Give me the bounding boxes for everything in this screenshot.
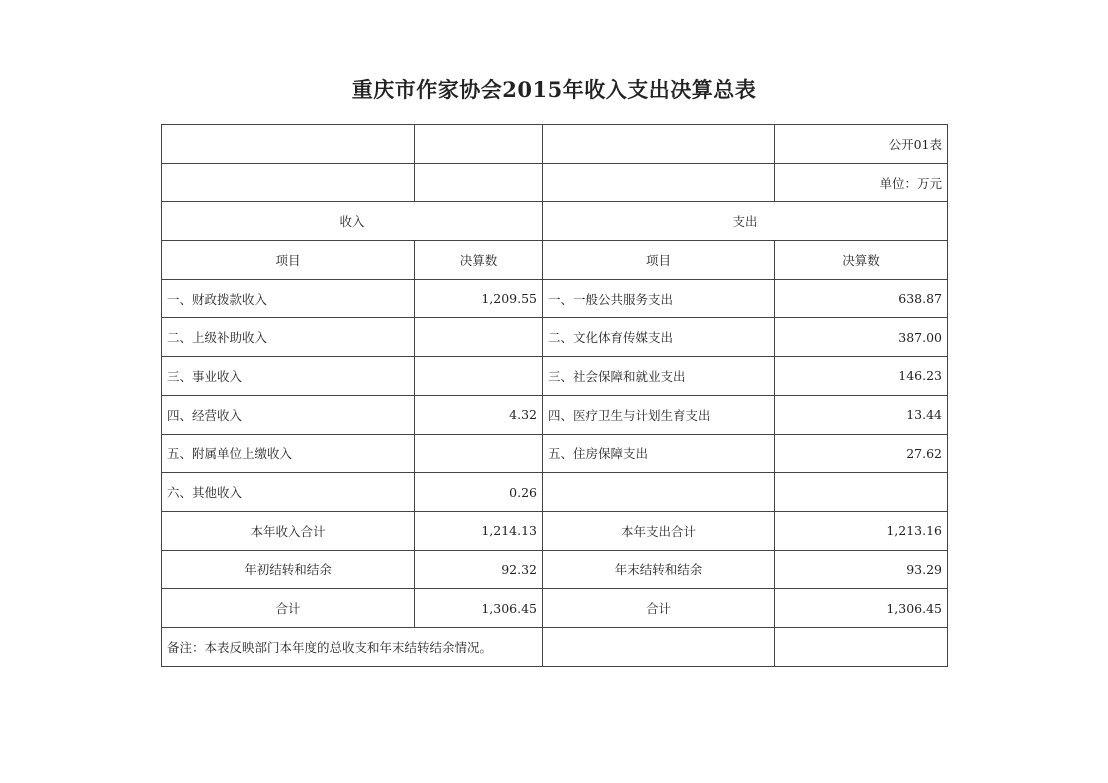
table-row bbox=[162, 473, 948, 512]
expense-amount: 387.00 bbox=[775, 318, 948, 357]
income-section-header: 收入 bbox=[162, 202, 543, 241]
income-item: 二、上级补助收入 bbox=[162, 318, 415, 357]
expense-total-amount: 1,306.45 bbox=[775, 589, 948, 628]
total-row bbox=[162, 550, 948, 589]
expense-item-header: 项目 bbox=[543, 241, 775, 280]
unit-row bbox=[162, 163, 948, 202]
income-amount-header: 决算数 bbox=[415, 241, 543, 280]
expense-total-label: 本年支出合计 bbox=[543, 511, 775, 550]
expense-total-amount: 1,213.16 bbox=[775, 511, 948, 550]
income-total-amount: 1,306.45 bbox=[415, 589, 543, 628]
income-total-amount: 1,214.13 bbox=[415, 511, 543, 550]
note-row bbox=[162, 627, 948, 666]
table-row bbox=[162, 357, 948, 396]
income-total-amount: 92.32 bbox=[415, 550, 543, 589]
form-code: 公开01表 bbox=[775, 125, 948, 164]
income-total-label: 合计 bbox=[162, 589, 415, 628]
income-amount bbox=[415, 318, 543, 357]
income-item: 一、财政拨款收入 bbox=[162, 279, 415, 318]
table-row bbox=[162, 434, 948, 473]
expense-item: 三、社会保障和就业支出 bbox=[543, 357, 775, 396]
income-item-header: 项目 bbox=[162, 241, 415, 280]
table-row bbox=[162, 318, 948, 357]
section-header-row bbox=[162, 202, 948, 241]
expense-amount-header: 决算数 bbox=[775, 241, 948, 280]
expense-amount: 638.87 bbox=[775, 279, 948, 318]
expense-item: 四、医疗卫生与计划生育支出 bbox=[543, 395, 775, 434]
table-row bbox=[162, 279, 948, 318]
expense-total-amount: 93.29 bbox=[775, 550, 948, 589]
income-item: 五、附属单位上缴收入 bbox=[162, 434, 415, 473]
income-item: 六、其他收入 bbox=[162, 473, 415, 512]
income-amount: 0.26 bbox=[415, 473, 543, 512]
expense-amount bbox=[775, 473, 948, 512]
income-item: 四、经营收入 bbox=[162, 395, 415, 434]
income-amount bbox=[415, 434, 543, 473]
table-note: 备注：本表反映部门本年度的总收支和年末结转结余情况。 bbox=[162, 627, 543, 666]
expense-item bbox=[543, 473, 775, 512]
income-item: 三、事业收入 bbox=[162, 357, 415, 396]
expense-section-header: 支出 bbox=[543, 202, 948, 241]
income-amount bbox=[415, 357, 543, 396]
expense-total-label: 合计 bbox=[543, 589, 775, 628]
income-total-label: 本年收入合计 bbox=[162, 511, 415, 550]
expense-amount: 27.62 bbox=[775, 434, 948, 473]
expense-item: 二、文化体育传媒支出 bbox=[543, 318, 775, 357]
table-row bbox=[162, 395, 948, 434]
income-expense-table bbox=[161, 124, 948, 667]
expense-item: 五、住房保障支出 bbox=[543, 434, 775, 473]
expense-amount: 146.23 bbox=[775, 357, 948, 396]
income-total-label: 年初结转和结余 bbox=[162, 550, 415, 589]
expense-item: 一、一般公共服务支出 bbox=[543, 279, 775, 318]
income-amount: 1,209.55 bbox=[415, 279, 543, 318]
income-amount: 4.32 bbox=[415, 395, 543, 434]
form-code-row bbox=[162, 125, 948, 164]
expense-amount: 13.44 bbox=[775, 395, 948, 434]
total-row bbox=[162, 589, 948, 628]
page-title: 重庆市作家协会2015年收入支出决算总表 bbox=[351, 77, 757, 102]
unit-label: 单位：万元 bbox=[775, 163, 948, 202]
column-header-row bbox=[162, 241, 948, 280]
expense-total-label: 年末结转和结余 bbox=[543, 550, 775, 589]
total-row bbox=[162, 511, 948, 550]
